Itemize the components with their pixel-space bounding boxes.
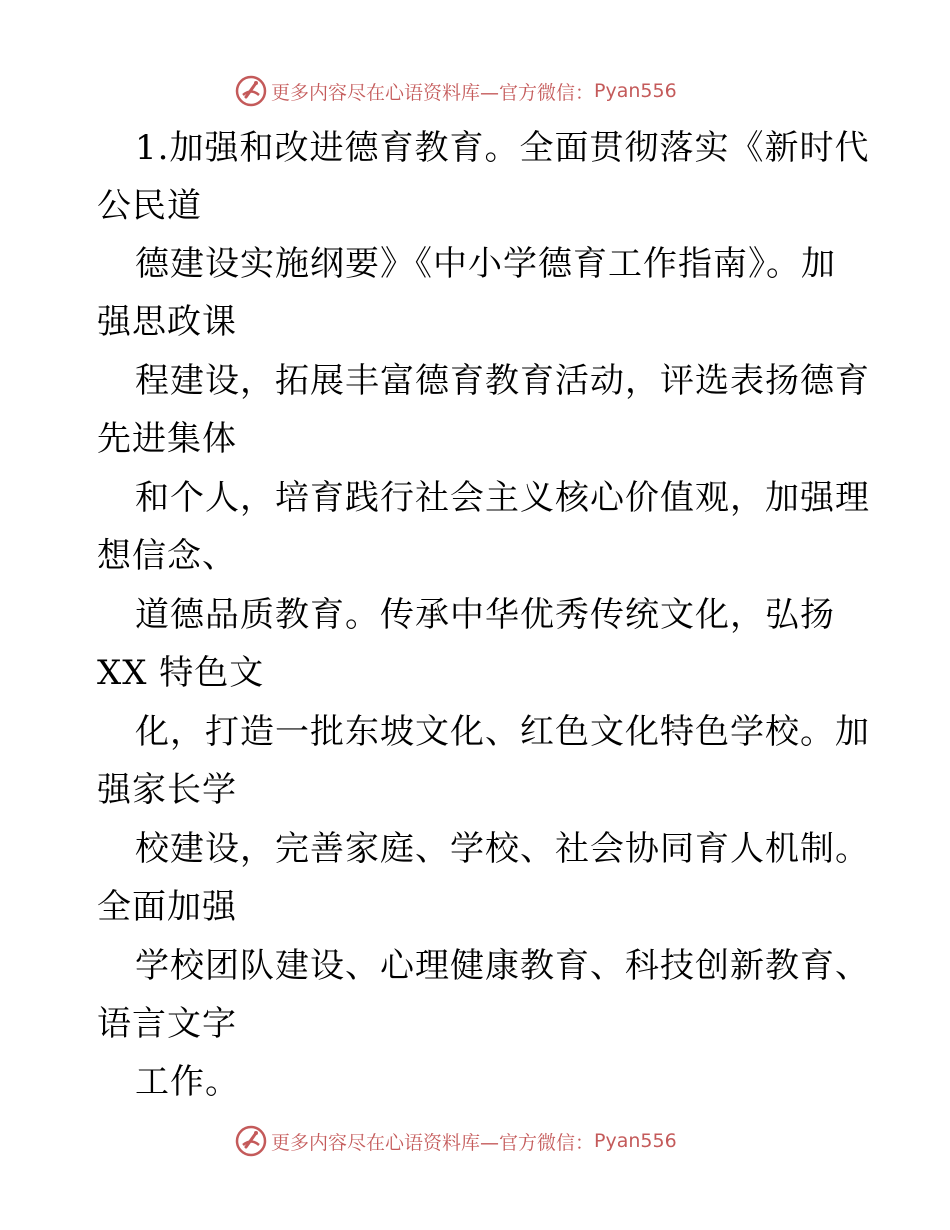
book-pen-logo-icon [235,75,267,107]
paragraph-line: 道德品质教育。传承中华优秀传统文化，弘扬 [135,595,835,635]
paragraph-line: 语言文字 [97,1004,237,1044]
paragraph-line: 强家长学 [97,770,237,810]
paragraph-line: 学校团队建设、心理健康教育、科技创新教育、 [135,946,870,986]
paragraph-line: 全面加强 [97,887,237,927]
paragraph-line: 工作。 [135,1062,240,1102]
paragraph-line: XX 特色文 [97,653,265,693]
watermark-account: Pyan556 [594,1130,677,1152]
paragraph-line: 强思政课 [97,302,237,342]
watermark-text: 更多内容尽在心语资料库—官方微信： [271,81,595,104]
paragraph-line: 德建设实施纲要》《中小学德育工作指南》。加 [135,244,836,284]
paragraph-line: 化，打造一批东坡文化、红色文化特色学校。加 [135,712,870,752]
paragraph-line: 1.加强和改进德育教育。全面贯彻落实《新时代 [135,128,870,168]
header-watermark [235,74,677,108]
paragraph-line: 校建设，完善家庭、学校、社会协同育人机制。 [135,829,870,869]
paragraph-line: 和个人，培育践行社会主义核心价值观，加强理 [135,478,870,518]
paragraph-line: 程建设，拓展丰富德育教育活动，评选表扬德育 [135,361,870,401]
paragraph-line: 想信念、 [97,536,237,576]
footer-watermark [235,1124,677,1158]
paragraph-line: 先进集体 [97,419,237,459]
watermark-account: Pyan556 [594,80,677,102]
paragraph-line: 公民道 [97,186,202,226]
book-pen-logo-icon [235,1125,267,1157]
watermark-text: 更多内容尽在心语资料库—官方微信： [271,1131,595,1154]
